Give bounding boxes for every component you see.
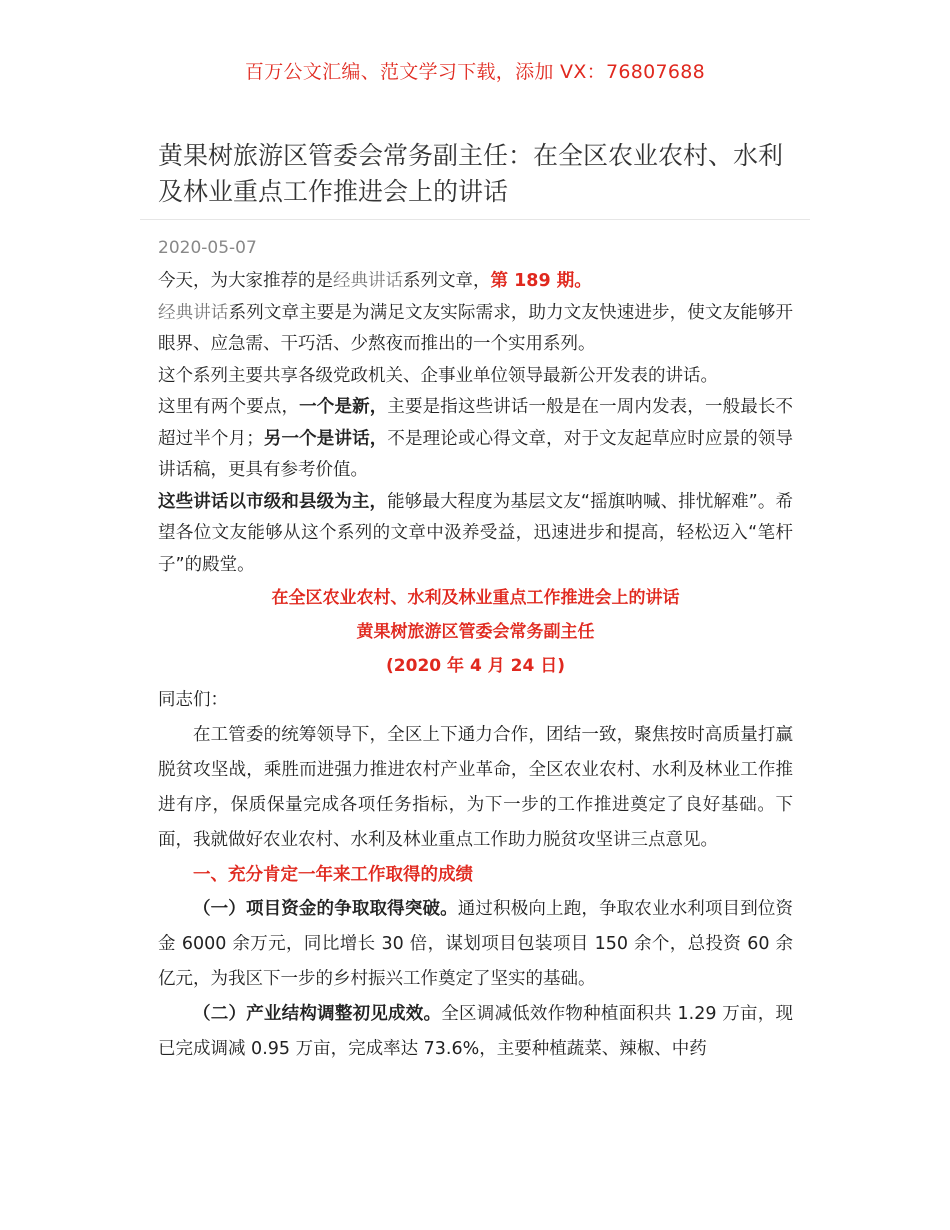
intro-paragraph-3: 这个系列主要共享各级党政机关、企事业单位领导最新公开发表的讲话。 [158,365,718,386]
speech-paragraph-1: 在工管委的统筹领导下，全区上下通力合作，团结一致，聚焦按时高质量打赢脱贫攻坚战，乘胜而进强力推进农村产业革命，全区农业农村、水利及林业工作推进有序，保质保量完成各项任务指标，为下一步的工作推进奠定了良好基础。下面，我就做好农业农村、水利及林业重点工作助力脱贫攻坚讲三点意见。 [158,725,793,850]
speech-speaker: 黄果树旅游区管委会常务副主任 [356,622,595,642]
article-title: 黄果树旅游区管委会常务副主任：在全区农业农村、水利及林业重点工作推进会上的讲话 [158,141,784,206]
intro-paragraph-5: 这些讲话以市级和县级为主，能够最大程度为基层文友“摇旗呐喊、排忧解难”。希望各位文友能够从这个系列的文章中汲养受益，迅速进步和提高，轻松迈入“笔杆子”的殿堂。 [158,491,793,575]
series-link[interactable]: 经典讲话 [333,271,403,291]
speech-heading: 在全区农业农村、水利及林业重点工作推进会上的讲话 [271,588,680,608]
title-divider [140,219,810,220]
issue-number: 第 189 期。 [490,271,592,291]
publish-date: 2020-05-07 [158,238,257,258]
section-heading-1: 一、充分肯定一年来工作取得的成绩 [193,865,473,885]
article-body [158,266,793,1067]
speech-item-2: （二）产业结构调整初见成效。全区调减低效作物种植面积共 1.29 万亩，现已完成调减 0.95 万亩，完成率达 73.6%，主要种植蔬菜、辣椒、中药 [158,1004,794,1059]
speech-item-1: （一）项目资金的争取取得突破。通过积极向上跑，争取农业水利项目到位资金 6000 余万元，同比增长 30 倍，谋划项目包装项目 150 余个，总投资 60 余亿元，为我区下一步的乡村振兴工作奠定了坚实的基础。 [158,899,794,989]
intro-paragraph-4: 这里有两个要点，一个是新，主要是指这些讲话一般是在一周内发表，一般最长不超过半个月；另一个是讲话，不是理论或心得文章，对于文友起草应时应景的领导讲话稿，更具有参考价值。 [158,397,794,480]
speech-date: (2020 年 4 月 24 日) [386,656,565,676]
series-link[interactable]: 经典讲话 [158,302,229,323]
promo-banner: 百万公文汇编、范文学习下载，添加 VX：76807688 [244,61,706,83]
intro-paragraph-1: 今天，为大家推荐的是经典讲话系列文章，第 189 期。 [158,271,592,291]
salutation: 同志们： [158,690,228,710]
intro-paragraph-2: 经典讲话系列文章主要是为满足文友实际需求，助力文友快速进步，使文友能够开眼界、应急需、干巧活、少熬夜而推出的一个实用系列。 [158,302,794,354]
